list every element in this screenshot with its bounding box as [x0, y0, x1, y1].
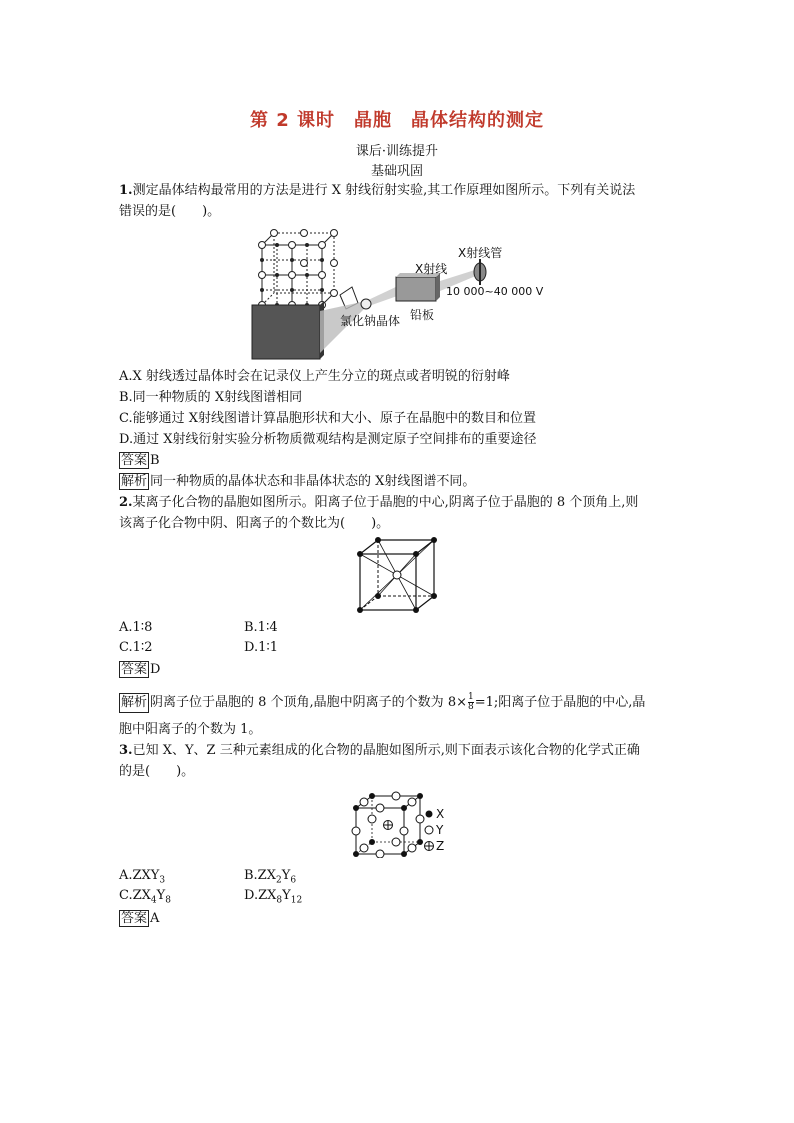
analysis-tag: 解析: [121, 474, 148, 489]
q2-stem-line2: 该离子化合物中阴、阳离子的个数比为( )。: [119, 516, 390, 531]
q1-option-d: D.通过 X射线衍射实验分析物质微观结构是测定原子空间排布的重要途径: [119, 432, 537, 447]
q2-unit-cell-figure: [350, 536, 440, 616]
q2-options-row1: [0, 620, 794, 640]
q2-analysis-line2: 胞中阳离子的个数为 1。: [119, 722, 262, 737]
detector-screen: [252, 305, 320, 359]
q2-option-d: D.1∶1: [244, 640, 279, 655]
q2-stem-line1: [119, 493, 679, 513]
q3-option-a-text: A.ZXY: [119, 868, 160, 883]
q1-option-b: B.同一种物质的 X射线图谱相同: [119, 390, 303, 405]
q1-answer-row: [119, 451, 679, 471]
q2-analysis-part2: =1;阳离子位于晶胞的中心,晶: [474, 695, 646, 710]
q2-option-c: C.1∶2: [119, 640, 153, 655]
q3-option-d-sub2: 12: [290, 895, 303, 906]
q3-option-b-mid: Y: [281, 868, 291, 883]
answer-tag: 答案: [121, 662, 148, 677]
q3-options-row2: [0, 888, 794, 908]
q1-option-a: A.X 射线透过晶体时会在记录仪上产生分立的斑点或者明锐的衍射峰: [119, 369, 510, 384]
q1-stem-line1: [119, 181, 679, 201]
q1-number: 1.: [119, 183, 133, 198]
q2-text: 某离子化合物的晶胞如图所示。阳离子位于晶胞的中心,阴离子位于晶胞的 8 个顶角上,则: [132, 495, 639, 510]
crystal-label: 氯化钠晶体: [340, 314, 401, 328]
q1-text: 测定晶体结构最常用的方法是进行 X 射线衍射实验,其工作原理如图所示。下列有关说法: [132, 183, 636, 198]
answer-tag: 答案: [121, 453, 148, 468]
tube-label: X射线管: [458, 246, 503, 260]
page-title: 第 2 课时 晶胞 晶体结构的测定: [249, 110, 545, 131]
answer-tag: 答案: [121, 911, 148, 926]
lead-plate: [396, 277, 436, 301]
q2-answer-row: [119, 660, 679, 680]
crystal-sample-icon: [361, 299, 371, 309]
ray-label: X射线: [415, 262, 448, 276]
legend-x-label: X: [436, 807, 445, 821]
q2-analysis-part1: 阴离子位于晶胞的 8 个顶角,晶胞中阴离子的个数为 8×: [150, 695, 467, 710]
q3-number: 3.: [119, 743, 133, 758]
legend-x-marker: [426, 811, 433, 818]
q3-option-d-mid: Y: [282, 888, 291, 903]
q1-analysis: 同一种物质的晶体状态和非晶体状态的 X射线图谱不同。: [150, 474, 476, 489]
q1-answer: B: [150, 453, 160, 468]
q2-option-a: A.1∶8: [119, 620, 153, 635]
voltage-label: 10 000~40 000 V: [446, 285, 544, 298]
q1-analysis-row: [119, 472, 679, 492]
q2-analysis-row: [119, 693, 679, 713]
q3-option-c-text: C.ZX: [119, 888, 151, 903]
q3-option-d-text: D.ZX: [244, 888, 277, 903]
q3-option-b-text: B.ZX: [244, 868, 276, 883]
legend-z-label: Z: [436, 839, 445, 853]
q2-number: 2.: [119, 495, 133, 510]
q3-option-d-sub: 8: [276, 895, 283, 906]
q3-option-c: [119, 888, 171, 906]
q3-answer: A: [150, 911, 160, 926]
q3-option-a: [119, 868, 165, 886]
q2-options-row2: [0, 640, 794, 660]
q2-option-b: B.1∶4: [244, 620, 278, 635]
fraction-numerator: 1: [467, 692, 474, 702]
q3-stem-line2: 的是( )。: [119, 764, 195, 779]
q3-text: 已知 X、Y、Z 三种元素组成的化合物的晶胞如图所示,则下面表示该化合物的化学式正确: [132, 743, 640, 758]
q2-answer: D: [150, 662, 161, 677]
q3-option-b-sub: 2: [275, 875, 282, 886]
q1-option-c: C.能够通过 X射线图谱计算晶胞形状和大小、原子在晶胞中的数目和位置: [119, 411, 537, 426]
q3-option-c-mid: Y: [156, 888, 166, 903]
q3-option-b: [244, 868, 296, 886]
xray-diffraction-figure: [240, 225, 560, 365]
q3-option-a-sub: 3: [159, 875, 166, 886]
plate-label: 铅板: [410, 308, 435, 322]
q3-option-c-sub: 4: [150, 895, 157, 906]
fraction-one-eighth: [468, 693, 474, 712]
q3-option-c-sub2: 8: [165, 895, 171, 906]
q1-stem-line2: 错误的是( )。: [119, 204, 221, 219]
section-heading: 课后·训练提升: [355, 144, 439, 159]
q3-option-b-sub2: 6: [290, 875, 297, 886]
legend-z-marker: [425, 842, 434, 851]
legend-y-label: Y: [436, 823, 444, 837]
q3-options-row1: [0, 868, 794, 888]
q3-option-d: [244, 888, 302, 906]
q3-answer-row: [119, 909, 679, 929]
analysis-tag: 解析: [119, 693, 149, 713]
q3-stem-line1: [119, 741, 679, 761]
subsection-heading: 基础巩固: [370, 164, 423, 179]
legend-y-marker: [425, 826, 433, 834]
fraction-denominator: 8: [467, 702, 474, 712]
q3-unit-cell-figure: [348, 790, 458, 858]
